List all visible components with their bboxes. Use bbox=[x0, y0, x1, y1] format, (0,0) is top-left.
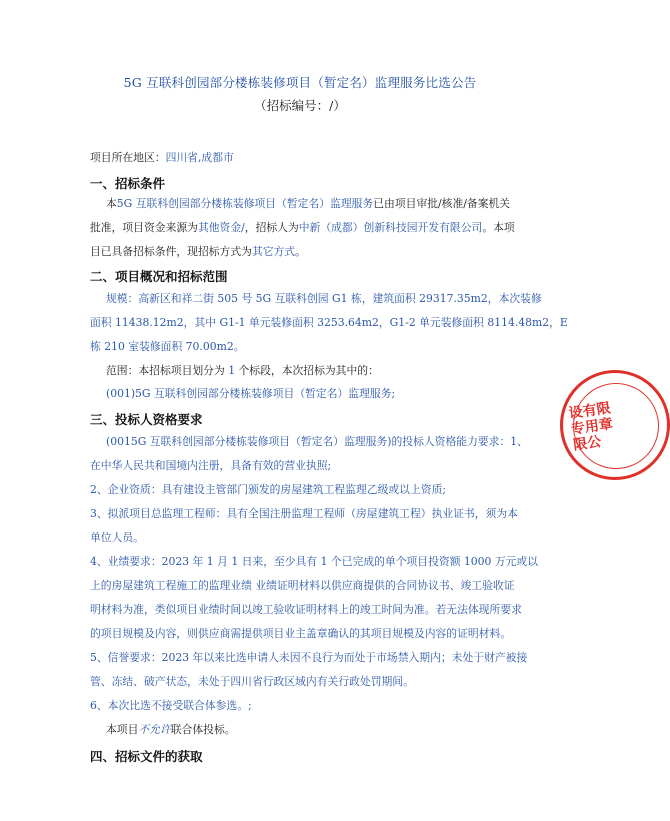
scale-line: 规模：高新区和祥二街 505 号 5G 互联科创园 G1 栋，建筑面积 29317.35m2，本次装修 bbox=[106, 292, 542, 305]
qualification-line: 单位人员。 bbox=[90, 531, 144, 544]
qualification-line: 的项目规模及内容，则供应商需提供项目业主盖章确认的其项目规模及内容的证明材料。 bbox=[90, 627, 512, 640]
qualification-line: 在中华人民共和国境内注册，具备有效的营业执照; bbox=[90, 459, 332, 472]
qualification-line: (0015G 互联科创园部分楼栋装修项目（暂定名）监理服务)的投标人资格能力要求：1、 bbox=[106, 435, 528, 448]
qualification-line: 5、信誉要求：2023 年以来比选申请人未因不良行为而处于市场禁入期内；未处于财产被接 bbox=[90, 651, 528, 664]
joint-venture-line: 本项目不允许联合体投标。 bbox=[106, 723, 236, 736]
section-heading-4: 四、招标文件的获取 bbox=[90, 749, 203, 764]
qualification-line: 管、冻结、破产状态，未处于四川省行政区域内有关行政处罚期间。 bbox=[90, 675, 414, 688]
project-name: 5G 互联科创园部分楼栋装修项目（暂定名）监理服务 bbox=[116, 197, 374, 210]
qualification-line: 上的房屋建筑工程施工的监理业绩 业绩证明材料以供应商提供的合同协议书、竣工验收证 bbox=[90, 579, 515, 592]
qualification-line: 4、业绩要求：2023 年 1 月 1 日来，至少具有 1 个已完成的单个项目投资额 1000 万元或以 bbox=[90, 555, 539, 568]
lot-count: 1 bbox=[228, 364, 236, 377]
qualification-line: 2、企业资质：具有建设主管部门颁发的房屋建筑工程监理乙级或以上资质; bbox=[90, 483, 447, 496]
paragraph-line: 本5G 互联科创园部分楼栋装修项目（暂定名）监理服务已由项目审批/核准/备案机关 bbox=[106, 197, 511, 210]
paragraph-line: 目已具备招标条件，现招标方式为其它方式。 bbox=[90, 245, 306, 258]
tenderer-name: 中新（成都）创新科技园开发有限公司 bbox=[298, 221, 483, 234]
qualification-line: 6、本次比选不接受联合体参选。; bbox=[90, 699, 252, 712]
section-heading-2: 二、项目概况和招标范围 bbox=[90, 269, 228, 284]
scale-line: 面积 11438.12m2，其中 G1-1 单元装修面积 3253.64m2，G1-2 单元装修面积 8114.48m2，E bbox=[90, 316, 568, 329]
paragraph-line: 批准，项目资金来源为其他资金/，招标人为中新（成都）创新科技园开发有限公司。本项 bbox=[90, 221, 515, 234]
scope-line: 范围：本招标项目划分为 1 个标段，本次招标为其中的： bbox=[106, 364, 379, 377]
scale-line: 栋 210 室装修面积 70.00m2。 bbox=[90, 340, 245, 353]
company-seal bbox=[560, 370, 670, 480]
tender-method: 其它方式 bbox=[251, 245, 296, 258]
location-value: 四川省,成都市 bbox=[165, 151, 234, 164]
project-location bbox=[90, 150, 522, 166]
document-title: 5G 互联科创园部分楼栋装修项目（暂定名）监理服务比选公告 bbox=[123, 75, 477, 90]
seal-text: 设有限 专用章 限公 bbox=[567, 400, 614, 454]
qualification-line: 3、拟派项目总监理工程师：具有全国注册监理工程师（房屋建筑工程）执业证书，须为本 bbox=[90, 507, 518, 520]
fund-source: 其他资金/ bbox=[197, 221, 245, 234]
joint-venture-status: 不允许 bbox=[138, 723, 171, 736]
tender-number: （招标编号：/） bbox=[254, 98, 346, 113]
lot-item: (001)5G 互联科创园部分楼栋装修项目（暂定名）监理服务; bbox=[106, 387, 396, 400]
location-label: 项目所在地区： bbox=[90, 151, 166, 164]
qualification-line: 明材料为准，类似项目业绩时间以竣工验收证明材料上的竣工时间为准。若无法体现所要求 bbox=[90, 603, 522, 616]
section-heading-1: 一、招标条件 bbox=[90, 176, 166, 191]
section-heading-3: 三、投标人资格要求 bbox=[90, 412, 203, 427]
